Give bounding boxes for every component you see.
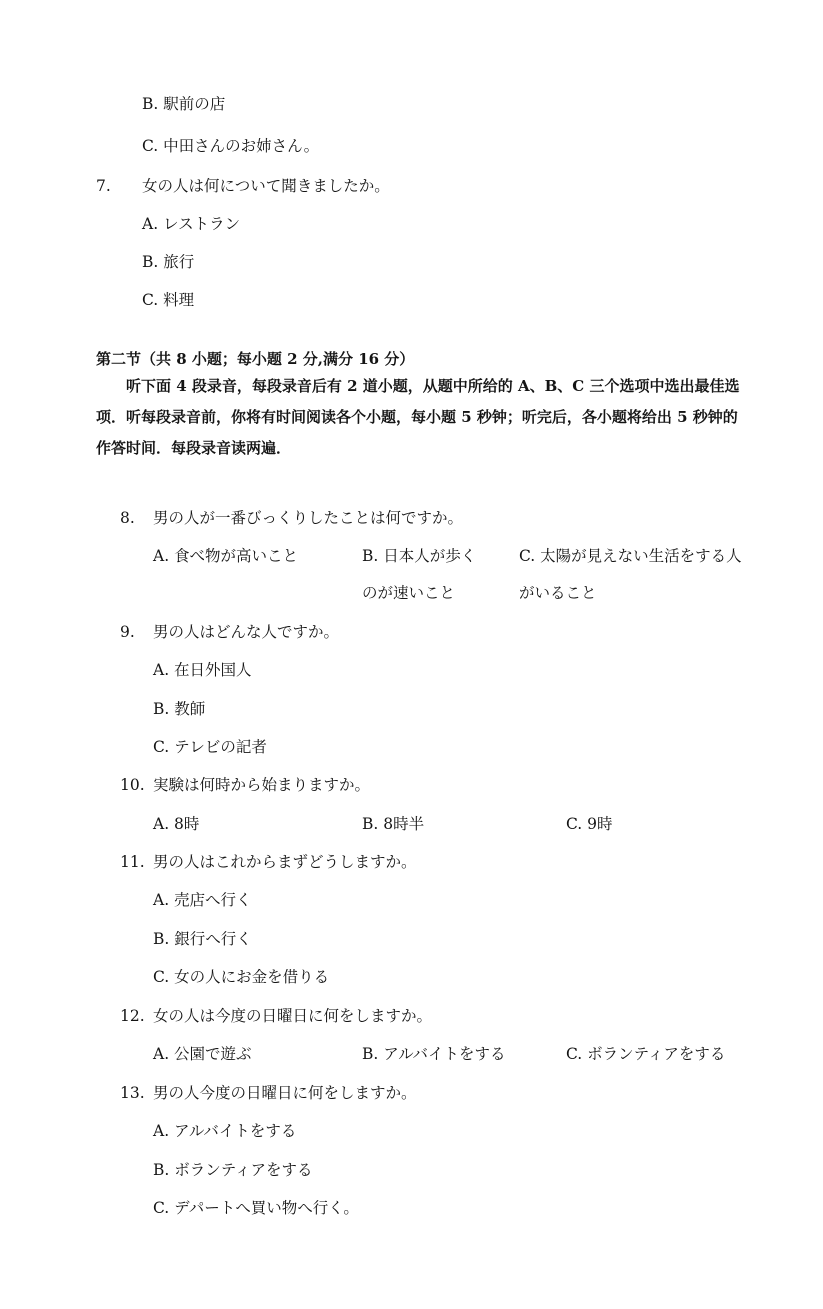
q8-option-b-line1: B. 日本人が歩く (362, 547, 477, 565)
q8-option-a: A. 食べ物が高いこと (153, 547, 299, 565)
q12-question: 女の人は今度の日曜日に何をしますか。 (153, 1007, 433, 1025)
q13-option-b: B. ボランティアをする (153, 1161, 313, 1179)
q12-option-a: A. 公園で遊ぶ (153, 1045, 252, 1063)
q11-number: 11. (120, 853, 145, 871)
q8-option-c-line2: がいること (519, 584, 597, 602)
q10-number: 10. (120, 776, 145, 794)
q13-question: 男の人今度の日曜日に何をしますか。 (153, 1084, 417, 1102)
q10-option-c: C. 9時 (566, 815, 613, 833)
instructions-line-1: 听下面 4 段录音，每段录音后有 2 道小题，从题中所给的 A、B、C 三个选项中选出最佳选 (126, 377, 740, 395)
section2-instructions (96, 371, 798, 464)
q7-option-c: C. 料理 (142, 291, 195, 309)
q10-option-a: A. 8時 (153, 815, 200, 833)
section2-title: 第二节（共 8 小题；每小题 2 分,满分 16 分） (96, 350, 415, 368)
q8-number: 8. (120, 509, 135, 527)
q6-option-b: B. 駅前の店 (142, 95, 226, 113)
q12-option-c: C. ボランティアをする (566, 1045, 726, 1063)
q13-option-a: A. アルバイトをする (153, 1122, 297, 1140)
q8-question: 男の人が一番びっくりしたことは何ですか。 (153, 509, 464, 527)
q11-question: 男の人はこれからまずどうしますか。 (153, 853, 417, 871)
instructions-line-3: 作答时间．每段录音读两遍． (96, 439, 292, 457)
q6-option-c: C. 中田さんのお姉さん。 (142, 137, 320, 155)
q8-option-c-line1: C. 太陽が見えない生活をする人 (519, 547, 742, 565)
q11-option-a: A. 売店へ行く (153, 891, 252, 909)
q9-question: 男の人はどんな人ですか。 (153, 623, 340, 641)
q12-number: 12. (120, 1007, 145, 1025)
q11-option-b: B. 銀行へ行く (153, 930, 252, 948)
q7-option-a: A. レストラン (142, 215, 241, 233)
q7-option-b: B. 旅行 (142, 253, 195, 271)
q9-number: 9. (120, 623, 135, 641)
q10-question: 実験は何時から始まりますか。 (153, 776, 371, 794)
q9-option-b: B. 教師 (153, 700, 206, 718)
instructions-line-2: 项．听每段录音前，你将有时间阅读各个小题，每小题 5 秒钟；听完后，各小题将给出 5 秒钟的 (96, 408, 738, 426)
q9-option-a: A. 在日外国人 (153, 661, 252, 679)
q12-option-b: B. アルバイトをする (362, 1045, 506, 1063)
q7-number: 7. (96, 177, 111, 195)
q13-number: 13. (120, 1084, 145, 1102)
q9-option-c: C. テレビの記者 (153, 738, 267, 756)
q11-option-c: C. 女の人にお金を借りる (153, 968, 330, 986)
q13-option-c: C. デパートへ買い物へ行く。 (153, 1199, 359, 1217)
q8-option-b-line2: のが速いこと (362, 584, 456, 602)
q7-question: 女の人は何について聞きましたか。 (142, 177, 390, 195)
q10-option-b: B. 8時半 (362, 815, 425, 833)
